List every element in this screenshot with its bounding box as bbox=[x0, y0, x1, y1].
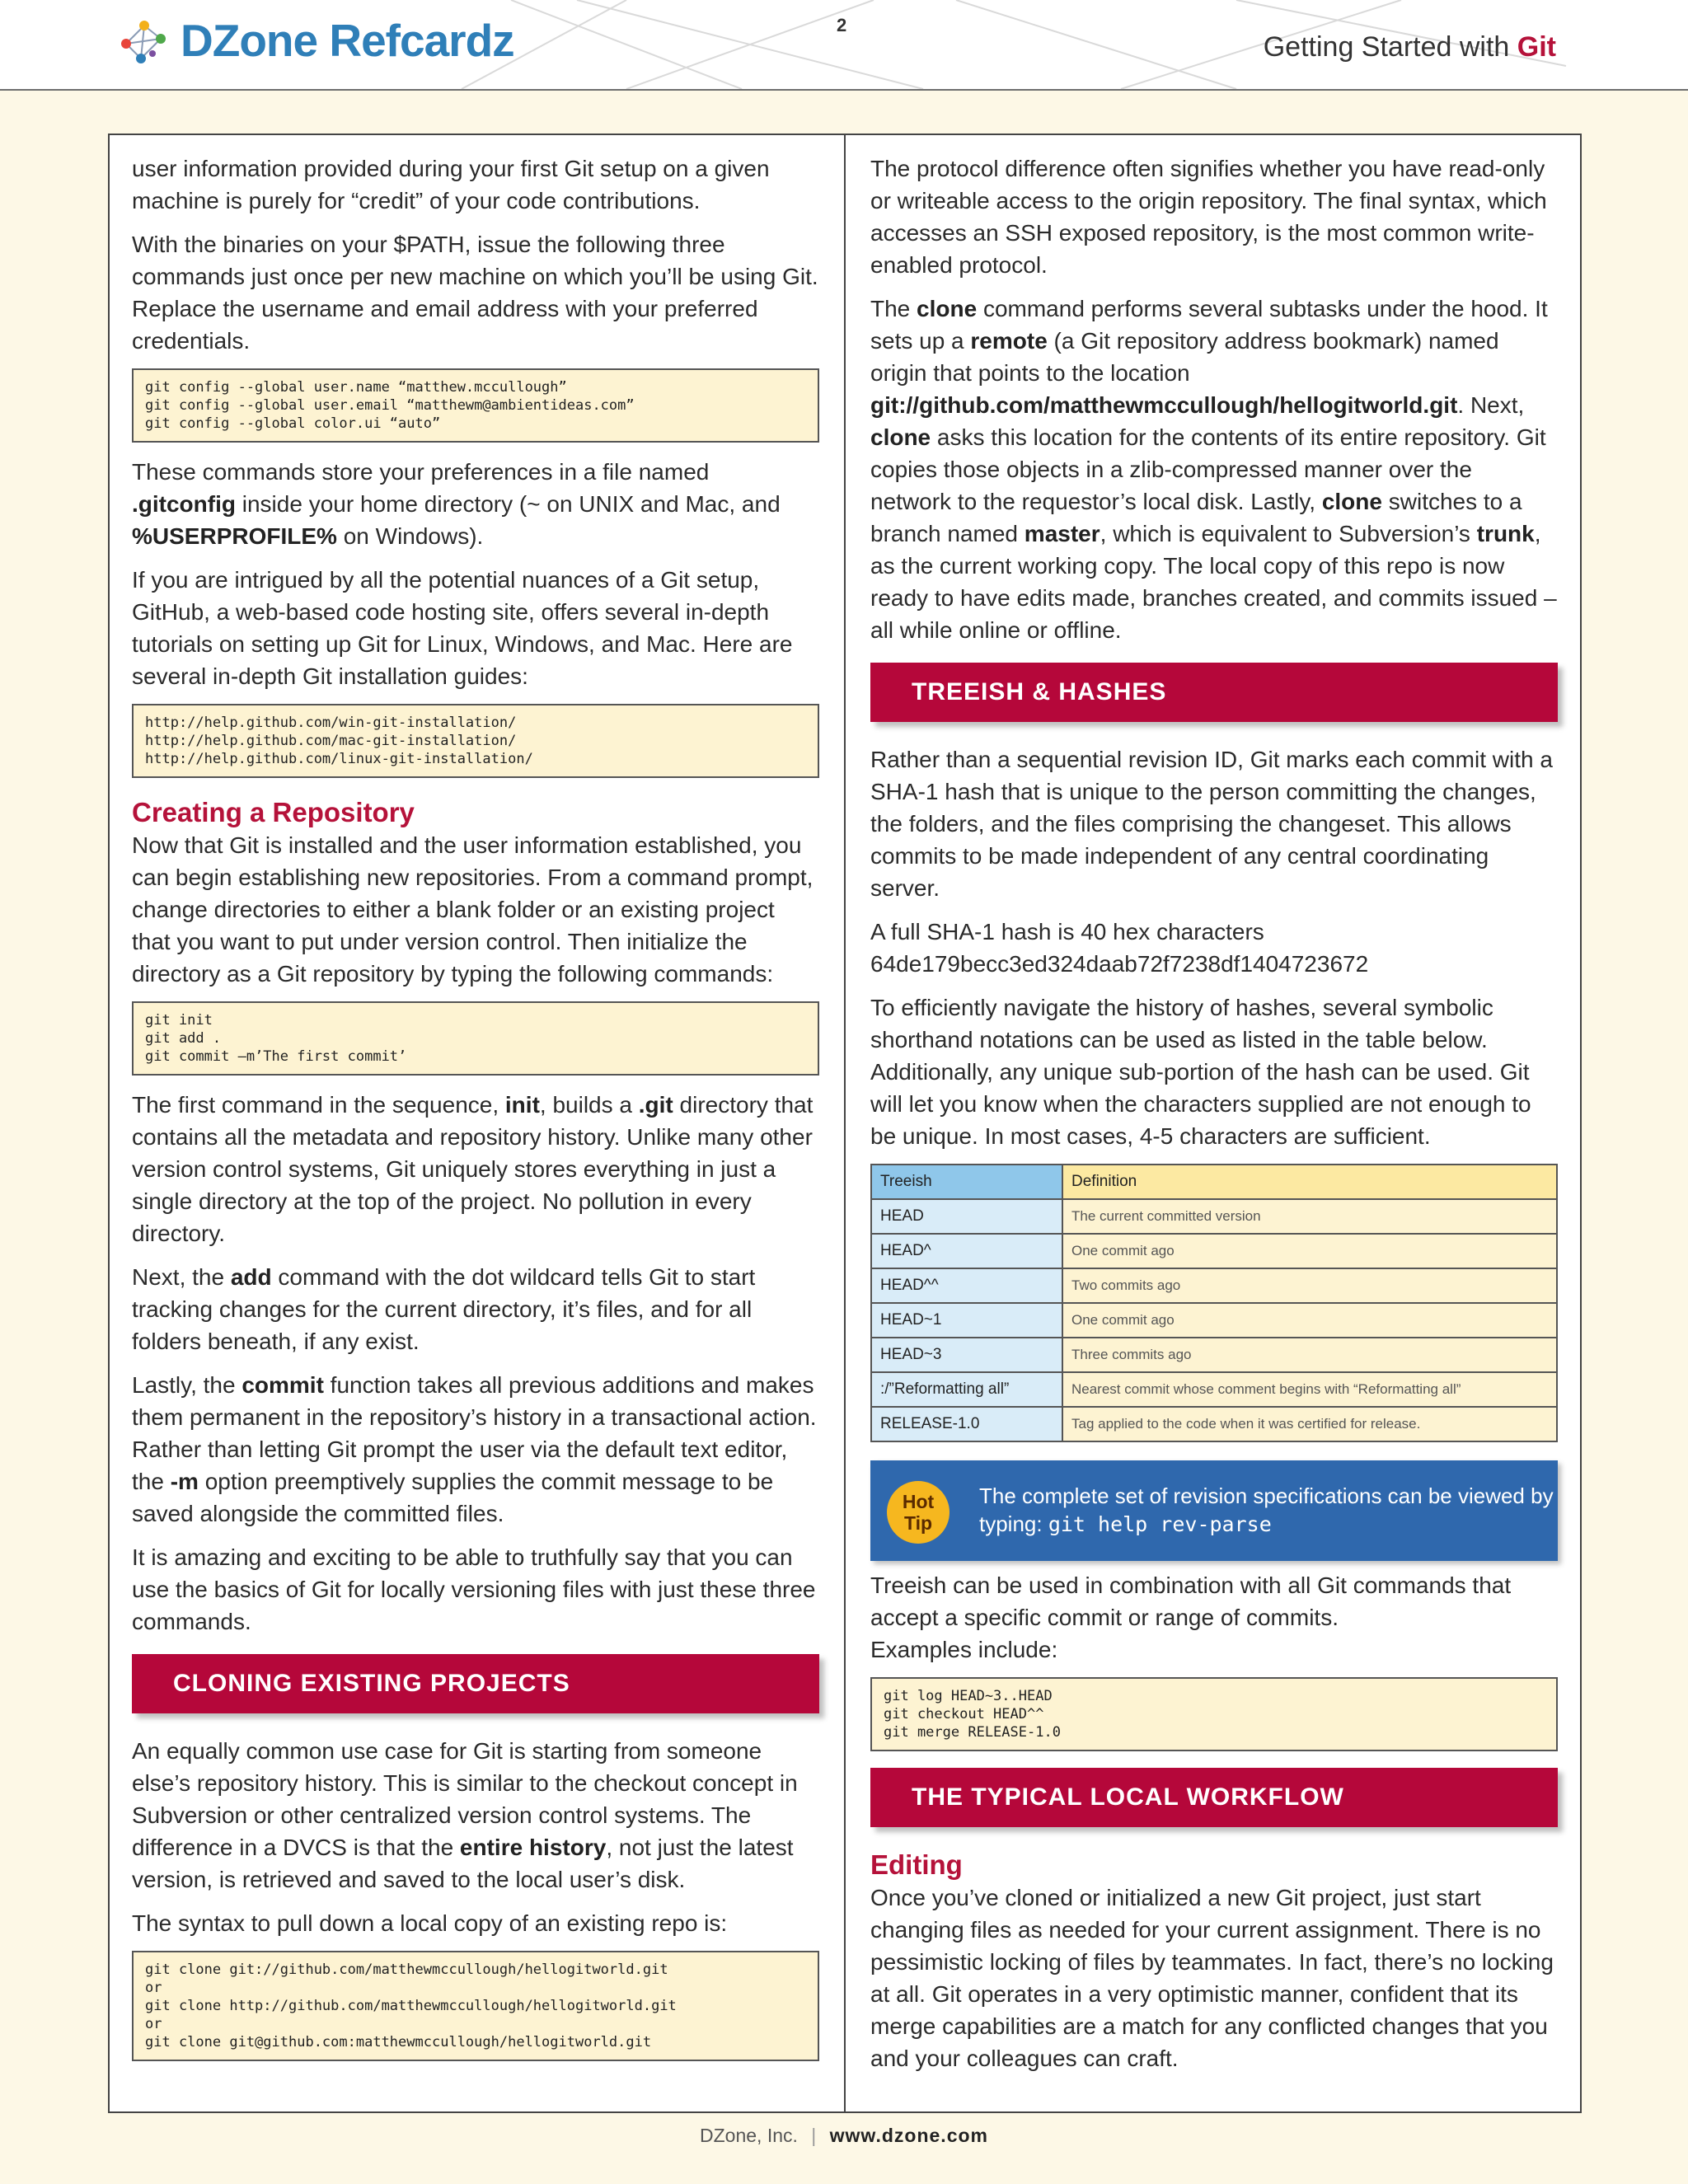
title-prefix: Getting Started with bbox=[1263, 31, 1517, 63]
hot-tip-badge-icon bbox=[887, 1481, 950, 1544]
footer-company: DZone, Inc. bbox=[700, 2125, 798, 2146]
code-block-git-init: git init git add . git commit –m’The first commit’ bbox=[132, 1001, 819, 1076]
dzone-logo[interactable] bbox=[120, 12, 514, 69]
footer-separator: | bbox=[811, 2125, 817, 2146]
section-banner-cloning: CLONING EXISTING PROJECTS bbox=[132, 1654, 819, 1713]
treeish-table bbox=[870, 1164, 1558, 1442]
paragraph: Now that Git is installed and the user information established, you can begin establishing new repositories. From a command prompt, change directories to either a blank folder or an existing project that you want to put under version control. Then initialize the directory as a Git repository by typing the following commands: bbox=[132, 832, 814, 987]
document-title bbox=[1264, 31, 1556, 63]
table-row bbox=[871, 1407, 1557, 1441]
table-cell: HEAD^^ bbox=[871, 1268, 1062, 1303]
table-row bbox=[871, 1199, 1557, 1234]
page-number: 2 bbox=[837, 15, 847, 35]
code-block-git-config: git config --global user.name “matthew.mccullough” git config --global user.email “matthewm@ambientideas.com” git config --global color.ui “auto” bbox=[132, 368, 819, 443]
paragraph: Next, the add command with the dot wildcard tells Git to start tracking changes for the current directory, it’s files, and for all folders beneath, if any exist. bbox=[132, 1264, 756, 1354]
heading-creating-repository: Creating a Repository bbox=[132, 797, 415, 827]
table-cell: Two commits ago bbox=[1062, 1268, 1557, 1303]
footer-url-link[interactable]: www.dzone.com bbox=[829, 2125, 988, 2146]
paragraph: With the binaries on your $PATH, issue the following three commands just once per new machine on which you’ll be using Git. Replace the username and email address with your preferred credentials. bbox=[132, 232, 818, 354]
hot-tip-badge-line2: Tip bbox=[903, 1512, 933, 1534]
code-block-treeish-examples: git log HEAD~3..HEAD git checkout HEAD^^ git merge RELEASE-1.0 bbox=[870, 1677, 1558, 1751]
table-cell: HEAD bbox=[871, 1199, 1062, 1234]
table-cell: One commit ago bbox=[1062, 1234, 1557, 1268]
code-block-git-clone: git clone git://github.com/matthewmccullough/hellogitworld.git or git clone http://github.com/matthewmccullough/hellogitworld.git or git clone git@github.com:matthewmccullough/hellogitworld.git bbox=[132, 1951, 819, 2061]
right-column bbox=[870, 152, 1558, 2086]
page-footer bbox=[0, 2125, 1688, 2147]
paragraph: The first command in the sequence, init, builds a .git directory that contains all the metadata and repository history. Unlike many other version control systems, Git uniquely stores everything in just a single directory at the top of the project. No pollution in every directory. bbox=[132, 1092, 814, 1246]
table-row bbox=[871, 1268, 1557, 1303]
paragraph: These commands store your preferences in a file named .gitconfig inside your home directory (~ on UNIX and Mac, and %USERPROFILE% on Windows). bbox=[132, 459, 781, 549]
paragraph: To efficiently navigate the history of hashes, several symbolic shorthand notations can be used as listed in the table below. Additionally, any unique sub-portion of the hash can be used. Git will let you know when the characters supplied are not enough to be unique. In most cases, 4-5 characters are sufficient. bbox=[870, 995, 1531, 1149]
table-cell: HEAD^ bbox=[871, 1234, 1062, 1268]
paragraph: The protocol difference often signifies whether you have read-only or writeable access to the origin repository. The final syntax, which accesses an SSH exposed repository, is the most common write-enabled protocol. bbox=[870, 156, 1547, 278]
sha-hash: 64de179becc3ed324daab72f7238df1404723672 bbox=[870, 951, 1369, 977]
table-cell: :/”Reformatting all” bbox=[871, 1372, 1062, 1407]
paragraph: The syntax to pull down a local copy of an existing repo is: bbox=[132, 1910, 728, 1936]
paragraph: Once you’ve cloned or initialized a new Git project, just start changing files as needed for your current assignment. There is no pessimistic locking of files by teammates. In fact, there’s no locking at all. Git operates in a very optimistic manner, confident that its merge capabilities are a match for any conflicted changes that you and your colleagues can craft. bbox=[870, 1885, 1554, 2071]
page-header bbox=[0, 0, 1688, 91]
title-highlight: Git bbox=[1517, 31, 1556, 63]
table-cell: Nearest commit whose comment begins with “Reformatting all” bbox=[1062, 1372, 1557, 1407]
paragraph: Lastly, the commit function takes all previous additions and makes them permanent in the repository’s history in a transactional action. Rather than letting Git prompt the user via the default text editor, the -m option preemptively supplies the commit message to be saved alongside the committed files. bbox=[132, 1372, 817, 1526]
paragraph: The clone command performs several subtasks under the hood. It sets up a remote (a Git repository address bookmark) named origin that points to the location git://github.com/matthewmccullough/hellogitworld.git. Next, clone asks this location for the contents of its entire repository. Git copies those objects in a zlib-compressed manner over the network to the requestor’s local disk. Lastly, clone switches to a branch named master, which is equivalent to Subversion’s trunk, as the current working copy. The local copy of this repo is now ready to have edits made, branches created, and commits issued – all while online or offline. bbox=[870, 296, 1557, 643]
table-cell: The current committed version bbox=[1062, 1199, 1557, 1234]
heading-editing: Editing bbox=[870, 1849, 963, 1880]
hot-tip-command: git help rev-parse bbox=[1048, 1512, 1272, 1536]
paragraph: It is amazing and exciting to be able to truthfully say that you can use the basics of Git for locally versioning files with just these three commands. bbox=[132, 1544, 816, 1634]
table-header-row bbox=[871, 1165, 1557, 1199]
table-row bbox=[871, 1338, 1557, 1372]
paragraph: Rather than a sequential revision ID, Git marks each commit with a SHA-1 hash that is unique to the person committing the changes, the folders, and the files comprising the changeset. This allows commits to be made independent of any central coordinating server. bbox=[870, 747, 1553, 901]
table-cell: Tag applied to the code when it was certified for release. bbox=[1062, 1407, 1557, 1441]
paragraph: user information provided during your first Git setup on a given machine is purely for “credit” of your code contributions. bbox=[132, 156, 770, 213]
hot-tip-badge-line1: Hot bbox=[902, 1491, 935, 1512]
table-row bbox=[871, 1234, 1557, 1268]
paragraph: Treeish can be used in combination with all Git commands that accept a specific commit or range of commits. Examples include: bbox=[870, 1572, 1512, 1662]
logo-text: DZone Refcardz bbox=[181, 15, 514, 66]
column-divider bbox=[844, 134, 846, 2111]
table-header-treeish: Treeish bbox=[871, 1165, 1062, 1199]
hot-tip-text: The complete set of revision specifications can be viewed by typing: git help rev-parse bbox=[979, 1483, 1554, 1536]
paragraph: An equally common use case for Git is starting from someone else’s repository history. This is similar to the checkout concept in Subversion or other centralized version control systems. The difference in a DVCS is that the entire history, not just the latest version, is retrieved and saved to the local user’s disk. bbox=[132, 1738, 798, 1892]
table-row bbox=[871, 1303, 1557, 1338]
paragraph: A full SHA-1 hash is 40 hex characters 64de179becc3ed324daab72f7238df1404723672 bbox=[870, 919, 1369, 977]
left-column bbox=[132, 152, 819, 2074]
code-block-install-urls: http://help.github.com/win-git-installation/ http://help.github.com/mac-git-installation/ http://help.github.com/linux-git-installation/ bbox=[132, 704, 819, 778]
table-cell: HEAD~3 bbox=[871, 1338, 1062, 1372]
table-cell: Three commits ago bbox=[1062, 1338, 1557, 1372]
section-banner-workflow: THE TYPICAL LOCAL WORKFLOW bbox=[870, 1768, 1558, 1827]
table-row bbox=[871, 1372, 1557, 1407]
table-cell: HEAD~1 bbox=[871, 1303, 1062, 1338]
network-logo-icon bbox=[120, 16, 169, 65]
table-cell: RELEASE-1.0 bbox=[871, 1407, 1062, 1441]
table-header-definition: Definition bbox=[1062, 1165, 1557, 1199]
paragraph: If you are intrigued by all the potential nuances of a Git setup, GitHub, a web-based code hosting site, offers several in-depth tutorials on setting up Git for Linux, Windows, and Mac. Here are several in-depth Git installation guides: bbox=[132, 567, 793, 689]
section-banner-treeish: TREEISH & HASHES bbox=[870, 663, 1558, 722]
hot-tip-box bbox=[870, 1460, 1558, 1561]
table-cell: One commit ago bbox=[1062, 1303, 1557, 1338]
